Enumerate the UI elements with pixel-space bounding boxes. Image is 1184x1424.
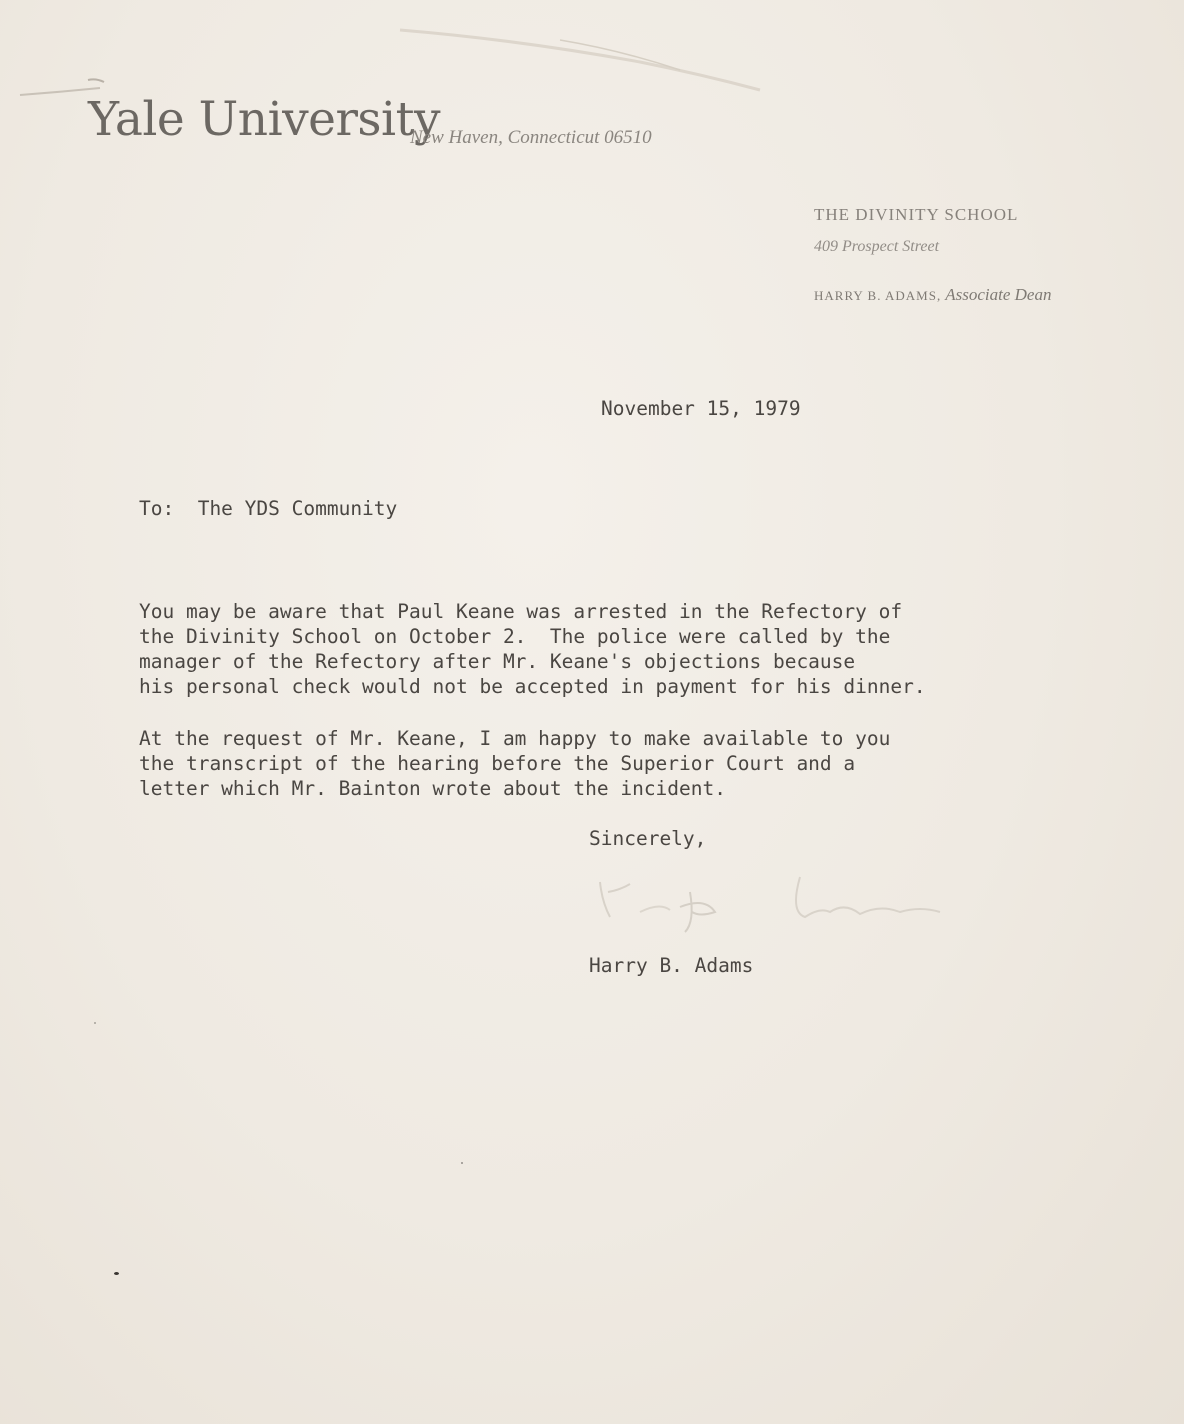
paper-speck: [94, 1022, 96, 1024]
letter-closing: Sincerely,: [589, 827, 707, 850]
paper-speck: [461, 1162, 463, 1164]
handwritten-signature: [580, 862, 980, 942]
letterhead-street: 409 Prospect Street: [814, 238, 940, 255]
letter-recipient: To: The YDS Community: [139, 497, 398, 520]
letterhead-institution: Yale University: [88, 92, 441, 147]
letter-signer: Harry B. Adams: [589, 954, 754, 977]
letter-date: November 15, 1979: [601, 397, 801, 420]
paper-speck: [114, 1272, 119, 1275]
letterhead-city: New Haven, Connecticut 06510: [410, 127, 652, 148]
dean-name: HARRY B. ADAMS,: [814, 288, 942, 303]
letterhead-department: THE DIVINITY SCHOOL: [814, 205, 1019, 224]
dean-title: Associate Dean: [945, 285, 1052, 304]
letter-paragraph-1: You may be aware that Paul Keane was arrested in the Refectory of the Divinity School on October 2. The police were called by the manager of the Refectory after Mr. Keane's objections because his personal check would not be accepted in payment for his dinner.: [139, 600, 926, 698]
letterhead-dean: [814, 285, 1051, 305]
letter-paragraph-2: At the request of Mr. Keane, I am happy to make available to you the transcript of the hearing before the Superior Court and a letter which Mr. Bainton wrote about the incident.: [139, 727, 891, 800]
